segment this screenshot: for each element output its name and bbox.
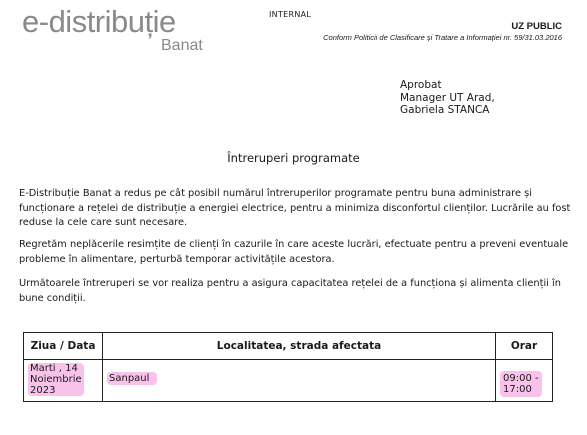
- location-cell: [103, 360, 496, 402]
- table-row: [24, 360, 553, 402]
- header-location: Localitatea, strada afectata: [103, 333, 496, 360]
- date-month: Noiembrie: [30, 374, 82, 385]
- classification-level: UZ PUBLIC: [511, 21, 562, 32]
- date-cell: [24, 360, 103, 402]
- schedule-cell: [496, 360, 553, 402]
- time-start: 09:00 -: [503, 373, 539, 384]
- approval-line-approved: Aprobat: [400, 79, 442, 91]
- notice-paragraph: Următoarele întreruperi se vor realiza pentru a asigura capacitatea rețelei de a funcționa și alimenta clienții în bune condiții.: [19, 278, 561, 304]
- apology-paragraph: Regretăm neplăcerile resimțite de clienți în cazurile în care aceste lucrări, efectuate pentru a preveni eventuale probleme în alimentare, perturbă temporar activitățile acestora.: [19, 239, 569, 265]
- company-logo: e-distribuție: [22, 4, 176, 39]
- document-title: Întreruperi programate: [227, 151, 360, 165]
- internal-label: INTERNAL: [269, 10, 312, 19]
- classification-policy: Conform Politicii de Clasificare și Tratare a Informației nr. 59/31.03.2016: [323, 33, 562, 42]
- date-year: 2023: [30, 385, 56, 396]
- approval-block: [400, 79, 495, 117]
- header-schedule: Orar: [496, 333, 553, 360]
- location-value: Sanpaul: [107, 372, 157, 385]
- table-header-row: [24, 333, 553, 360]
- approval-line-name: Gabriela STANCA: [400, 104, 490, 116]
- header-date: Ziua / Data: [24, 333, 103, 360]
- date-weekday: Marti , 14: [30, 363, 78, 374]
- time-end: 17:00: [503, 384, 532, 395]
- company-logo-region: Banat: [161, 37, 203, 54]
- approval-line-role: Manager UT Arad,: [400, 91, 495, 104]
- intro-paragraph: E-Distribuție Banat a redus pe cât posibil numărul întreruperilor programate pentru buna administrare și funcționare a rețelei de distribuție a energiei electrice, pentru a minimiza disconfortul clienților. Lucrările au fost reduse la cele care sunt necesare.: [19, 188, 571, 228]
- date-highlight: [28, 363, 84, 396]
- outage-schedule-table: [23, 332, 553, 402]
- schedule-highlight: [500, 371, 542, 397]
